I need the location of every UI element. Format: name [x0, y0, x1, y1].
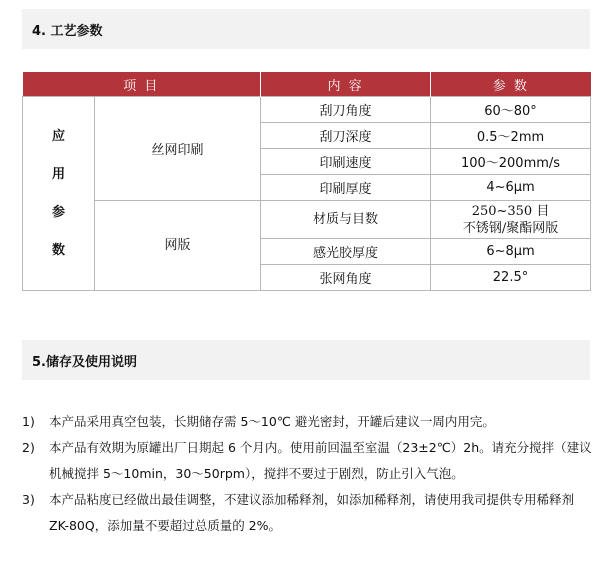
side-label-char: 应 [51, 128, 65, 144]
row-value: 6~8μm [431, 239, 591, 265]
header-parameter: 参 数 [431, 72, 591, 97]
list-item-text: 本产品采用真空包装，长期储存需 5～10℃ 避光密封，开罐后建议一周内用完。 [49, 414, 495, 429]
side-label-char: 用 [51, 166, 65, 182]
table-row [23, 97, 591, 123]
usage-notes-list [22, 409, 592, 539]
side-label-char: 参 [51, 204, 65, 220]
header-item: 项 目 [23, 72, 261, 97]
list-item [22, 409, 592, 435]
row-item: 刮刀深度 [261, 123, 431, 149]
section-5-header [22, 340, 590, 380]
list-item-number: 3) [22, 492, 35, 507]
group-name-screen: 网版 [95, 201, 261, 291]
list-item-number: 2) [22, 440, 35, 455]
row-value: 60～80° [431, 97, 591, 123]
row-item: 感光胶厚度 [261, 239, 431, 265]
section-4-header [22, 9, 590, 49]
row-item: 刮刀角度 [261, 97, 431, 123]
table-row [23, 201, 591, 239]
table-header-row [23, 72, 591, 97]
row-item: 材质与目数 [261, 201, 431, 239]
row-item: 印刷厚度 [261, 175, 431, 201]
row-item: 张网角度 [261, 265, 431, 291]
row-value-line: 不锈钢/聚酯网版 [462, 220, 559, 236]
row-value-line: 250~350 目 [471, 203, 550, 219]
row-value: 22.5° [431, 265, 591, 291]
section-4-title: 4. 工艺参数 [32, 23, 103, 39]
list-item [22, 487, 592, 539]
row-value: 0.5～2mm [431, 123, 591, 149]
section-5-title: 5.储存及使用说明 [32, 354, 137, 370]
list-item-number: 1) [22, 414, 35, 429]
list-item-text: 本产品有效期为原罐出厂日期起 6 个月内。使用前回温至室温（23±2℃）2h。请充分搅拌（建议机械搅拌 5～10min，30～50rpm），搅拌不要过于剧烈，防止引入气泡。 [49, 440, 592, 481]
list-item [22, 435, 592, 487]
side-label-char: 数 [51, 242, 65, 258]
row-value: 4~6μm [431, 175, 591, 201]
row-value [431, 201, 591, 239]
list-item-text: 本产品粘度已经做出最佳调整，不建议添加稀释剂，如添加稀释剂，请使用我司提供专用稀释剂 ZK-80Q，添加量不要超过总质量的 2%。 [49, 492, 575, 533]
header-content: 内 容 [261, 72, 431, 97]
row-value: 100～200mm/s [431, 149, 591, 175]
row-item: 印刷速度 [261, 149, 431, 175]
side-label-cell [23, 97, 95, 291]
group-name-screen-printing: 丝网印刷 [95, 97, 261, 201]
process-parameters-table [22, 72, 591, 291]
